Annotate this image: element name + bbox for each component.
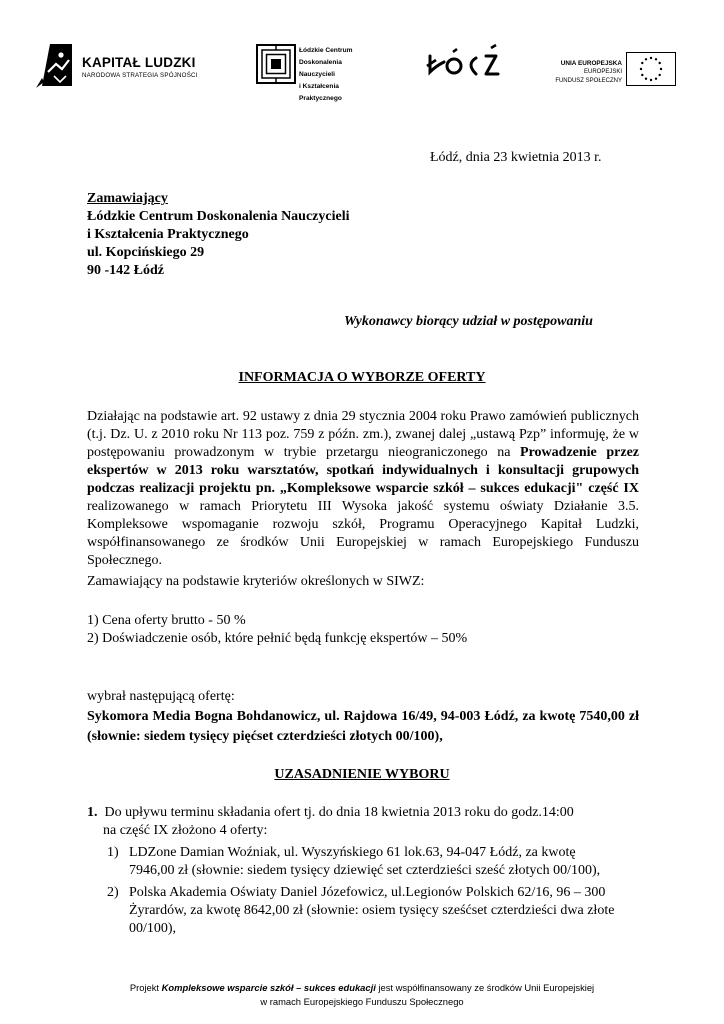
offer-item (107, 884, 639, 938)
eu-line-3: FUNDUSZ SPOŁECZNY (555, 78, 622, 84)
orderer-block (87, 190, 350, 280)
addressee: Wykonawcy biorący udział w postępowaniu (344, 314, 593, 329)
orderer-name-2: i Kształcenia Praktycznego (87, 227, 249, 242)
kapital-ludzki-title: KAPITAŁ LUDZKI (82, 55, 196, 70)
footer-project-name: Kompleksowe wsparcie szkół – sukces edukacji (161, 982, 376, 993)
letter-date: Łódź, dnia 23 kwietnia 2013 r. (430, 150, 602, 165)
kapital-ludzki-logo (36, 42, 82, 90)
kapital-ludzki-subtitle: NARODOWA STRATEGIA SPÓJNOŚCI (82, 72, 198, 79)
main-paragraph (87, 408, 639, 570)
selected-offer: Sykomora Media Bogna Bohdanowicz, ul. Rajdowa 16/49, 94-003 Łódź, za kwotę 7540,00 zł (słownie: siedem tysięcy pięćset czterdzieści złotych 00/100), (87, 709, 639, 744)
lodz-city-logo (426, 42, 506, 82)
criterion-experience: 2) Doświadczenie osób, które pełnić będą funkcję ekspertów – 50% (87, 631, 468, 646)
footer (0, 981, 724, 1009)
lcdn-line-1: Łódzkie Centrum (299, 47, 353, 54)
criterion-price: 1) Cena oferty brutto - 50 % (87, 613, 246, 628)
offer-line-1: LDZone Damian Woźniak, ul. Wyszyńskiego 61 lok.63, 94-047 Łódź, za kwotę (129, 845, 576, 860)
point-1 (87, 804, 639, 822)
footer-post: jest współfinansowany ze środków Unii Europejskiej (375, 982, 595, 993)
offer-number: 1) (107, 845, 119, 860)
paragraph-part-2: realizowanego w ramach Priorytetu III Wysoka jakość systemu oświaty Działanie 3.5. Kompleksowe wspomaganie rozwoju szkół, Programu Operacyjnego Kapitał Ludzki, współfinansowanego ze środków Unii Europejskiej w ramach Europejskiego Funduszu Społecznego. (87, 499, 639, 568)
offer-line-3: 00/100), (129, 921, 177, 936)
orderer-label: Zamawiający (87, 191, 168, 206)
heading-offer-selection: INFORMACJA O WYBORZE OFERTY (238, 370, 486, 385)
offer-number: 2) (107, 885, 119, 900)
lcdn-line-2: Doskonalenia Nauczycieli (299, 59, 342, 78)
offer-item (107, 844, 639, 880)
criteria-intro: Zamawiający na podstawie kryteriów określonych w SIWZ: (87, 574, 425, 589)
lcdn-line-3: i Kształcenia Praktycznego (299, 83, 342, 102)
orderer-name-1: Łódzkie Centrum Doskonalenia Nauczycieli (87, 209, 350, 224)
orderer-city: 90 -142 Łódź (87, 263, 164, 278)
point-1-line-1: Do upływu terminu składania ofert tj. do dnia 18 kwietnia 2013 roku do godz.14:00 (104, 805, 574, 820)
lcdn-logo-text (299, 45, 379, 105)
eu-logo-text (548, 59, 622, 86)
paragraph-part-1: Działając na podstawie art. 92 ustawy z dnia 29 stycznia 2004 roku Prawo zamówień publicznych (t.j. Dz. U. z 2010 roku Nr 113 poz. 759 z późn. zm.), zwanej dalej „ustawą Pzp” informuję, że w postępowaniu prowadzonym w trybie przetargu nieograniczonego na (87, 409, 639, 460)
orderer-street: ul. Kopcińskiego 29 (87, 245, 205, 260)
footer-pre: Projekt (129, 982, 162, 993)
offer-line-2: 7946,00 zł (słownie: siedem tysięcy dziewięć set czterdzieści sześć złotych 00/100), (129, 863, 601, 878)
footer-line-2: w ramach Europejskiego Funduszu Społecznego (260, 996, 464, 1007)
eu-flag-icon (626, 52, 676, 86)
offer-line-1: Polska Akademia Oświaty Daniel Józefowicz, ul.Legionów Polskich 62/16, 96 – 300 (129, 885, 606, 900)
offer-line-2: Żyrardów, za kwotę 8642,00 zł (słownie: osiem tysięcy sześćset czterdzieści dwa złote (129, 903, 615, 918)
lcdn-logo-icon (256, 44, 296, 84)
paragraph-bold-project: Prowadzenie przez ekspertów w 2013 roku warsztatów, spotkań indywidualnych i konsultacji grupowych podczas realizacji projektu pn. „Kompleksowe wsparcie szkół – sukces edukacji" część IX (87, 445, 639, 496)
eu-line-1: UNIA EUROPEJSKA (560, 60, 622, 67)
footer-line-1 (0, 981, 724, 995)
heading-justification: UZASADNIENIE WYBORU (274, 767, 450, 782)
selected-intro: wybrał następującą ofertę: (87, 689, 235, 704)
point-1-line-2: na część IX złożono 4 oferty: (103, 823, 268, 838)
point-1-number: 1. (87, 805, 98, 820)
eu-line-2: EUROPEJSKI (583, 69, 622, 75)
